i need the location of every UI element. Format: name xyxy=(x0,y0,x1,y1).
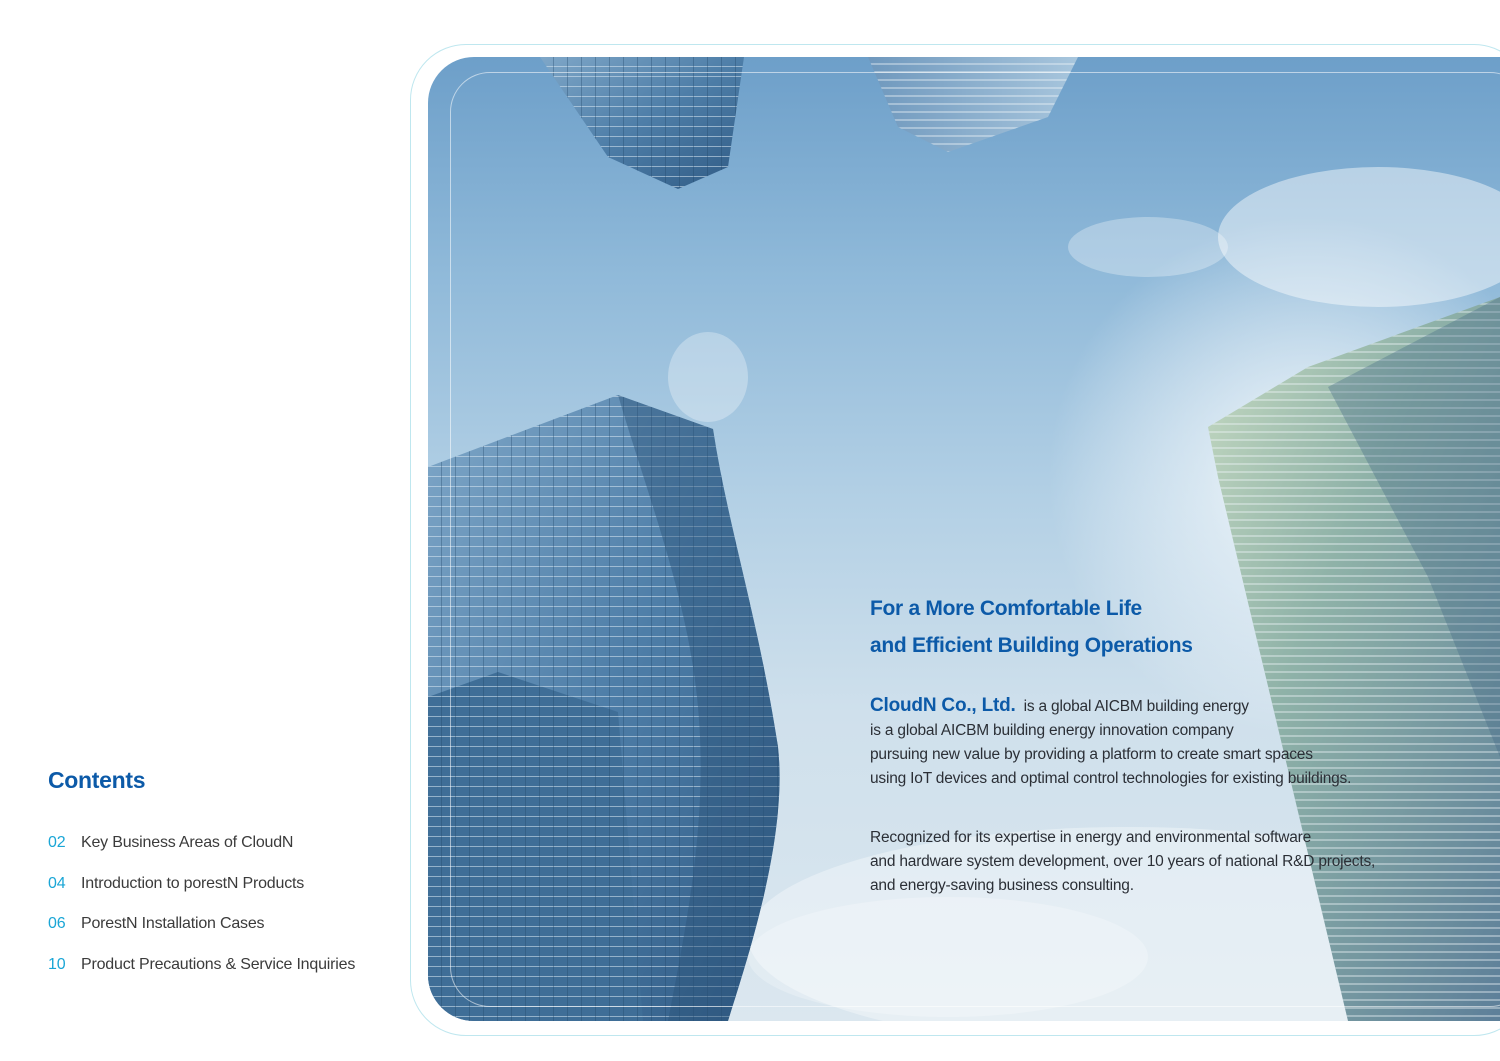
intro-paragraph xyxy=(870,694,1470,791)
intro-text: using IoT devices and optimal control technologies for existing buildings. xyxy=(870,770,1352,787)
intro-text: is a global AICBM building energy innovation company xyxy=(870,722,1234,739)
toc-item-business-areas[interactable] xyxy=(48,834,388,875)
intro-text: is a global AICBM building energy xyxy=(1023,698,1249,715)
hero-headline xyxy=(870,590,1470,664)
table-of-contents xyxy=(48,764,388,996)
toc-label: Introduction to porestN Products xyxy=(81,874,305,892)
toc-page-number: 10 xyxy=(48,955,66,973)
toc-item-installation-cases[interactable] xyxy=(48,915,388,956)
toc-item-products[interactable] xyxy=(48,875,388,916)
toc-page-number: 04 xyxy=(48,874,66,892)
hero-text-block xyxy=(870,590,1470,898)
expertise-paragraph xyxy=(870,826,1470,898)
expertise-text: Recognized for its expertise in energy and environmental software xyxy=(870,829,1312,846)
headline-line: For a More Comfortable Life xyxy=(870,597,1142,620)
toc-page-number: 02 xyxy=(48,834,66,851)
expertise-text: and hardware system development, over 10 years of national R&D projects, xyxy=(870,853,1376,870)
toc-item-precautions[interactable] xyxy=(48,956,388,997)
contents-title: Contents xyxy=(48,767,146,793)
company-name: CloudN Co., Ltd. xyxy=(870,695,1016,716)
toc-label: Key Business Areas of CloudN xyxy=(81,834,294,851)
toc-label: PorestN Installation Cases xyxy=(81,915,265,932)
intro-text: pursuing new value by providing a platform to create smart spaces xyxy=(870,746,1313,763)
toc-page-number: 06 xyxy=(48,915,66,932)
intro-first-line xyxy=(870,694,1470,719)
expertise-text: and energy-saving business consulting. xyxy=(870,877,1134,894)
toc-label: Product Precautions & Service Inquiries xyxy=(81,955,356,973)
headline-line: and Efficient Building Operations xyxy=(870,634,1193,657)
